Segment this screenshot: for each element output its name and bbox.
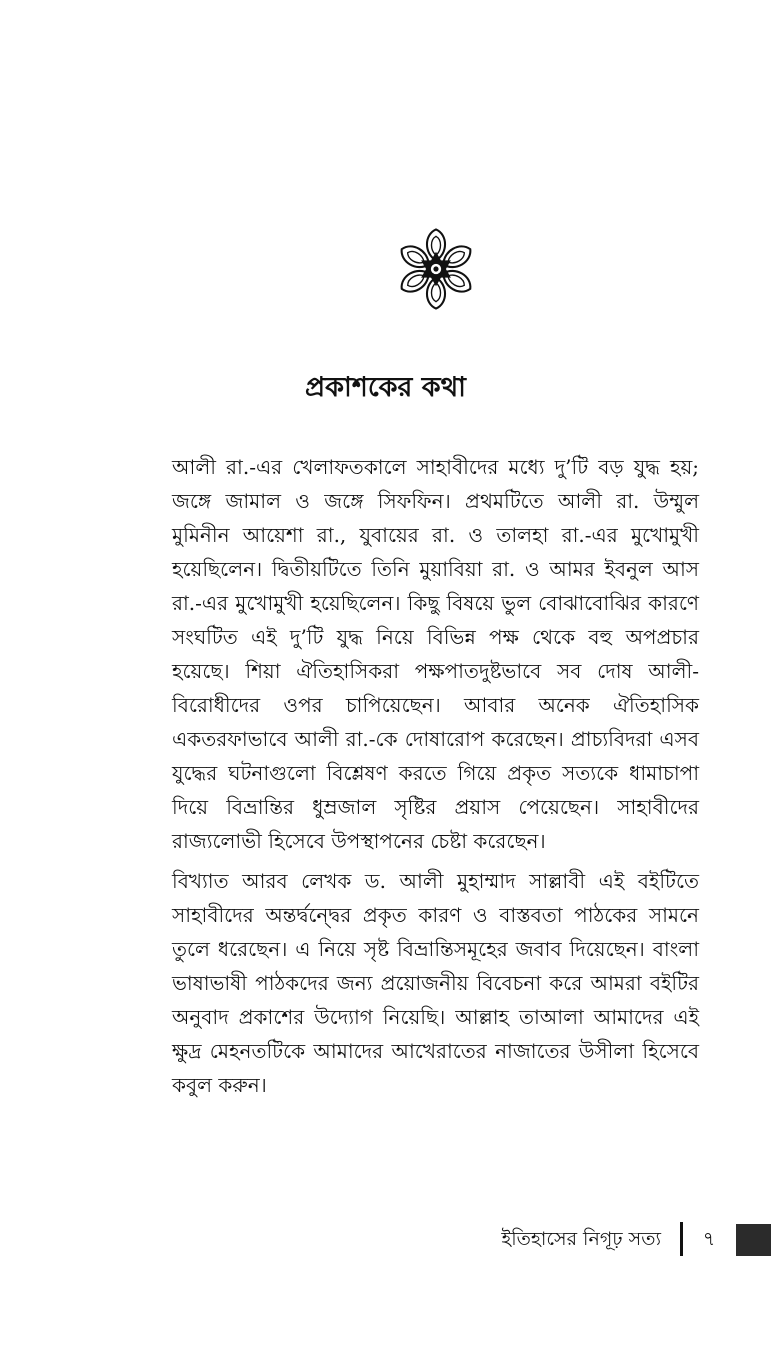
footer-edge-block — [736, 1224, 771, 1256]
footer-divider — [680, 1222, 683, 1256]
floral-ornament-icon — [393, 226, 479, 312]
body-text — [172, 450, 699, 1108]
paragraph: বিখ্যাত আরব লেখক ড. আলী মুহাম্মাদ সাল্লাবী এই বইটিতে সাহাবীদের অন্তর্দ্বন্দ্বের প্রকৃত কারণ ও বাস্তবতা পাঠকের সামনে তুলে ধরেছেন। এ নিয়ে সৃষ্ট বিভ্রান্তিসমূহের জবাব দিয়েছেন। বাংলা ভাষাভাষী পাঠকদের জন্য প্রয়োজনীয় বিবেচনা করে আমরা বইটির অনুবাদ প্রকাশের উদ্যোগ নিয়েছি। আল্লাহ তাআলা আমাদের এই ক্ষুদ্র মেহনতটিকে আমাদের আখেরাতের নাজাতের উসীলা হিসেবে কবুল করুন। — [172, 869, 699, 1097]
page-number: ৭ — [702, 1228, 716, 1250]
page-heading: প্রকাশকের কথা — [304, 372, 467, 403]
paragraph: আলী রা.-এর খেলাফতকালে সাহাবীদের মধ্যে দু’টি বড় যুদ্ধ হয়; জঙ্গে জামাল ও জঙ্গে সিফফিন। প্রথমটিতে আলী রা. উম্মুল মুমিনীন আয়েশা রা., যুবায়ের রা. ও তালহা রা.-এর মুখোমুখী হয়েছিলেন। দ্বিতীয়টিতে তিনি মুয়াবিয়া রা. ও আমর ইবনুল আস রা.-এর মুখোমুখী হয়েছিলেন। কিছু বিষয়ে ভুল বোঝাবোঝির কারণে সংঘটিত এই দু’টি যুদ্ধ নিয়ে বিভিন্ন পক্ষ থেকে বহু অপপ্রচার হয়েছে। শিয়া ঐতিহাসিকরা পক্ষপাতদুষ্টভাবে সব দোষ আলী-বিরোধীদের ওপর চাপিয়েছেন। আবার অনেক ঐতিহাসিক একতরফাভাবে আলী রা.-কে দোষারোপ করেছেন। প্রাচ্যবিদরা এসব যুদ্ধের ঘটনাগুলো বিশ্লেষণ করতে গিয়ে প্রকৃত সত্যকে ধামাচাপা দিয়ে বিভ্রান্তির ধুম্রজাল সৃষ্টির প্রয়াস পেয়েছেন। সাহাবীদের রাজ্যলোভী হিসেবে উপস্থাপনের চেষ্টা করেছেন। — [172, 455, 699, 853]
running-footer-title: ইতিহাসের নিগূঢ় সত্য — [501, 1228, 661, 1250]
